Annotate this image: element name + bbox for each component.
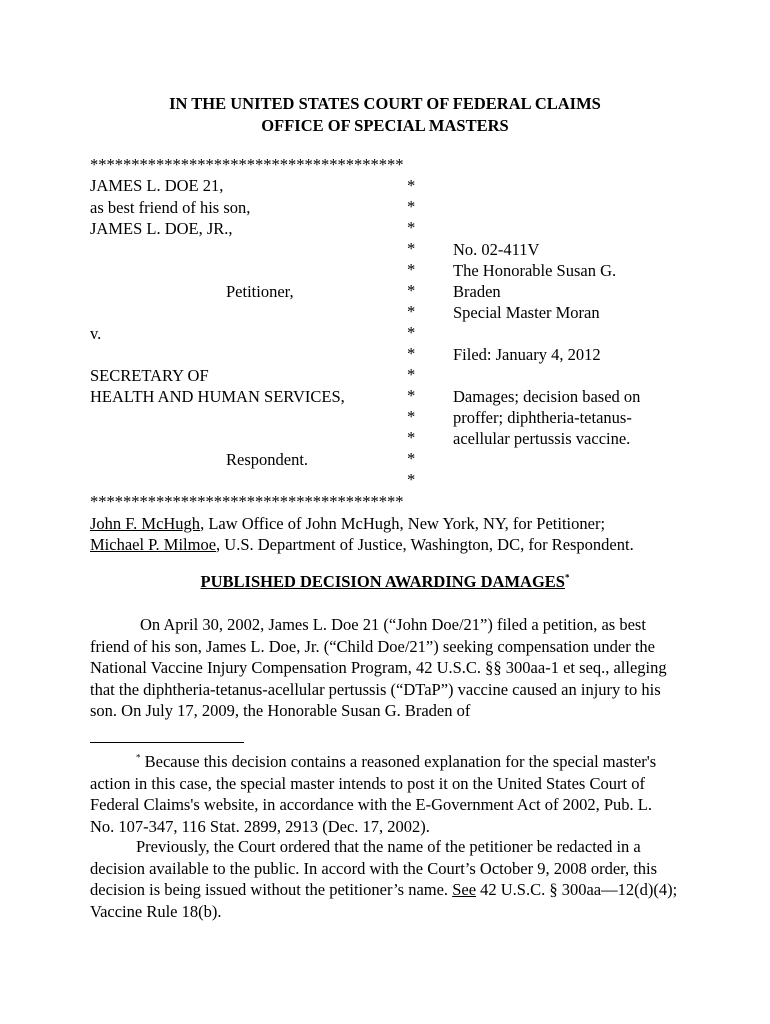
petitioner-counsel [90, 514, 605, 534]
caption-star-column [407, 176, 415, 491]
caption-bottom-rule: ************************************** [90, 492, 404, 511]
footnote-paragraph-1 [90, 751, 678, 837]
petitioner-attorney-firm: , Law Office of John McHugh, New York, NY, for Petitioner; [200, 514, 606, 533]
caption-star: * [407, 197, 416, 216]
decision-title [0, 572, 770, 592]
versus: v. [90, 324, 102, 343]
see-signal: See [452, 880, 477, 900]
caption-star: * [407, 239, 416, 258]
footnote-paragraph-2 [90, 836, 678, 922]
caption-star: * [407, 344, 416, 363]
case-number: No. 02-411V [453, 240, 540, 259]
respondent-line-2: HEALTH AND HUMAN SERVICES, [90, 387, 345, 406]
petitioner-son: JAMES L. DOE, JR., [90, 219, 233, 238]
office-heading: OFFICE OF SPECIAL MASTERS [261, 116, 509, 135]
decision-title-text: PUBLISHED DECISION AWARDING DAMAGES [200, 572, 565, 591]
caption-star: * [407, 449, 416, 468]
footnote-text-1: Because this decision contains a reasoned explanation for the special master's action in this case, the special master intends to post it on the United States Court of Federal Claims's website, in accordance with the E-Government Act of 2002, Pub. L. No. 107-347, 116 Stat. 2899, 2913 (Dec. 17, 2002). [90, 752, 657, 836]
caption-star: * [407, 386, 416, 405]
caption-star: * [407, 470, 416, 489]
petitioner-attorney-name: John F. McHugh [90, 514, 201, 533]
caption-star: * [407, 365, 416, 384]
caption-star: * [407, 428, 416, 447]
court-heading: IN THE UNITED STATES COURT OF FEDERAL CLAIMS [169, 94, 601, 113]
judge-line-2: Braden [453, 282, 501, 301]
subject-line-3: acellular pertussis vaccine. [453, 429, 631, 448]
special-master: Special Master Moran [453, 303, 600, 322]
caption-top-rule: ************************************** [90, 155, 404, 174]
subject-line-1: Damages; decision based on [453, 387, 641, 406]
judge-line-1: The Honorable Susan G. [453, 261, 617, 280]
respondent-label: Respondent. [226, 450, 309, 469]
decision-paragraph: On April 30, 2002, James L. Doe 21 (“John Doe/21”) filed a petition, as best friend of his son, James L. Doe, Jr. (“Child Doe/21”) seeking compensation under the National Vaccine Injury Compensation Program, 42 U.S.C. §§ 300aa-1 et seq., alleging that the diphtheria-tetanus-acellular pertussis (“DTaP”) vaccine caused an injury to his son. On July 17, 2009, the Honorable Susan G. Braden of [90, 615, 667, 721]
respondent-attorney-firm: , U.S. Department of Justice, Washington, DC, for Respondent. [216, 535, 634, 554]
footnote-reference: * [564, 572, 570, 583]
footnote-marker: * [136, 752, 141, 763]
footnote-text-2-end: 42 U.S.C. § 300aa—12(d)(4); Vaccine Rule 18(b). [90, 880, 678, 921]
respondent-counsel [90, 535, 634, 555]
respondent-attorney-name: Michael P. Milmoe [90, 535, 217, 554]
respondent-line-1: SECRETARY OF [90, 366, 209, 385]
footnote-divider [90, 742, 244, 743]
caption-star: * [407, 260, 416, 279]
petitioner-name: JAMES L. DOE 21, [90, 176, 224, 195]
caption-star: * [407, 281, 416, 300]
filed-date: Filed: January 4, 2012 [453, 345, 601, 364]
subject-line-2: proffer; diphtheria-tetanus- [453, 408, 632, 427]
caption-star: * [407, 323, 416, 342]
footnote-text-2-start: Previously, the Court ordered that the name of the petitioner be redacted in a decision available to the public. In accord with the Court’s October 9, 2008 order, this decision is being issued without the petitioner’s name. [90, 837, 658, 900]
caption-star: * [407, 176, 416, 195]
caption-star: * [407, 407, 416, 426]
caption-star: * [407, 218, 416, 237]
petitioner-label: Petitioner, [226, 282, 294, 301]
caption-star: * [407, 302, 416, 321]
petitioner-capacity: as best friend of his son, [90, 198, 251, 217]
